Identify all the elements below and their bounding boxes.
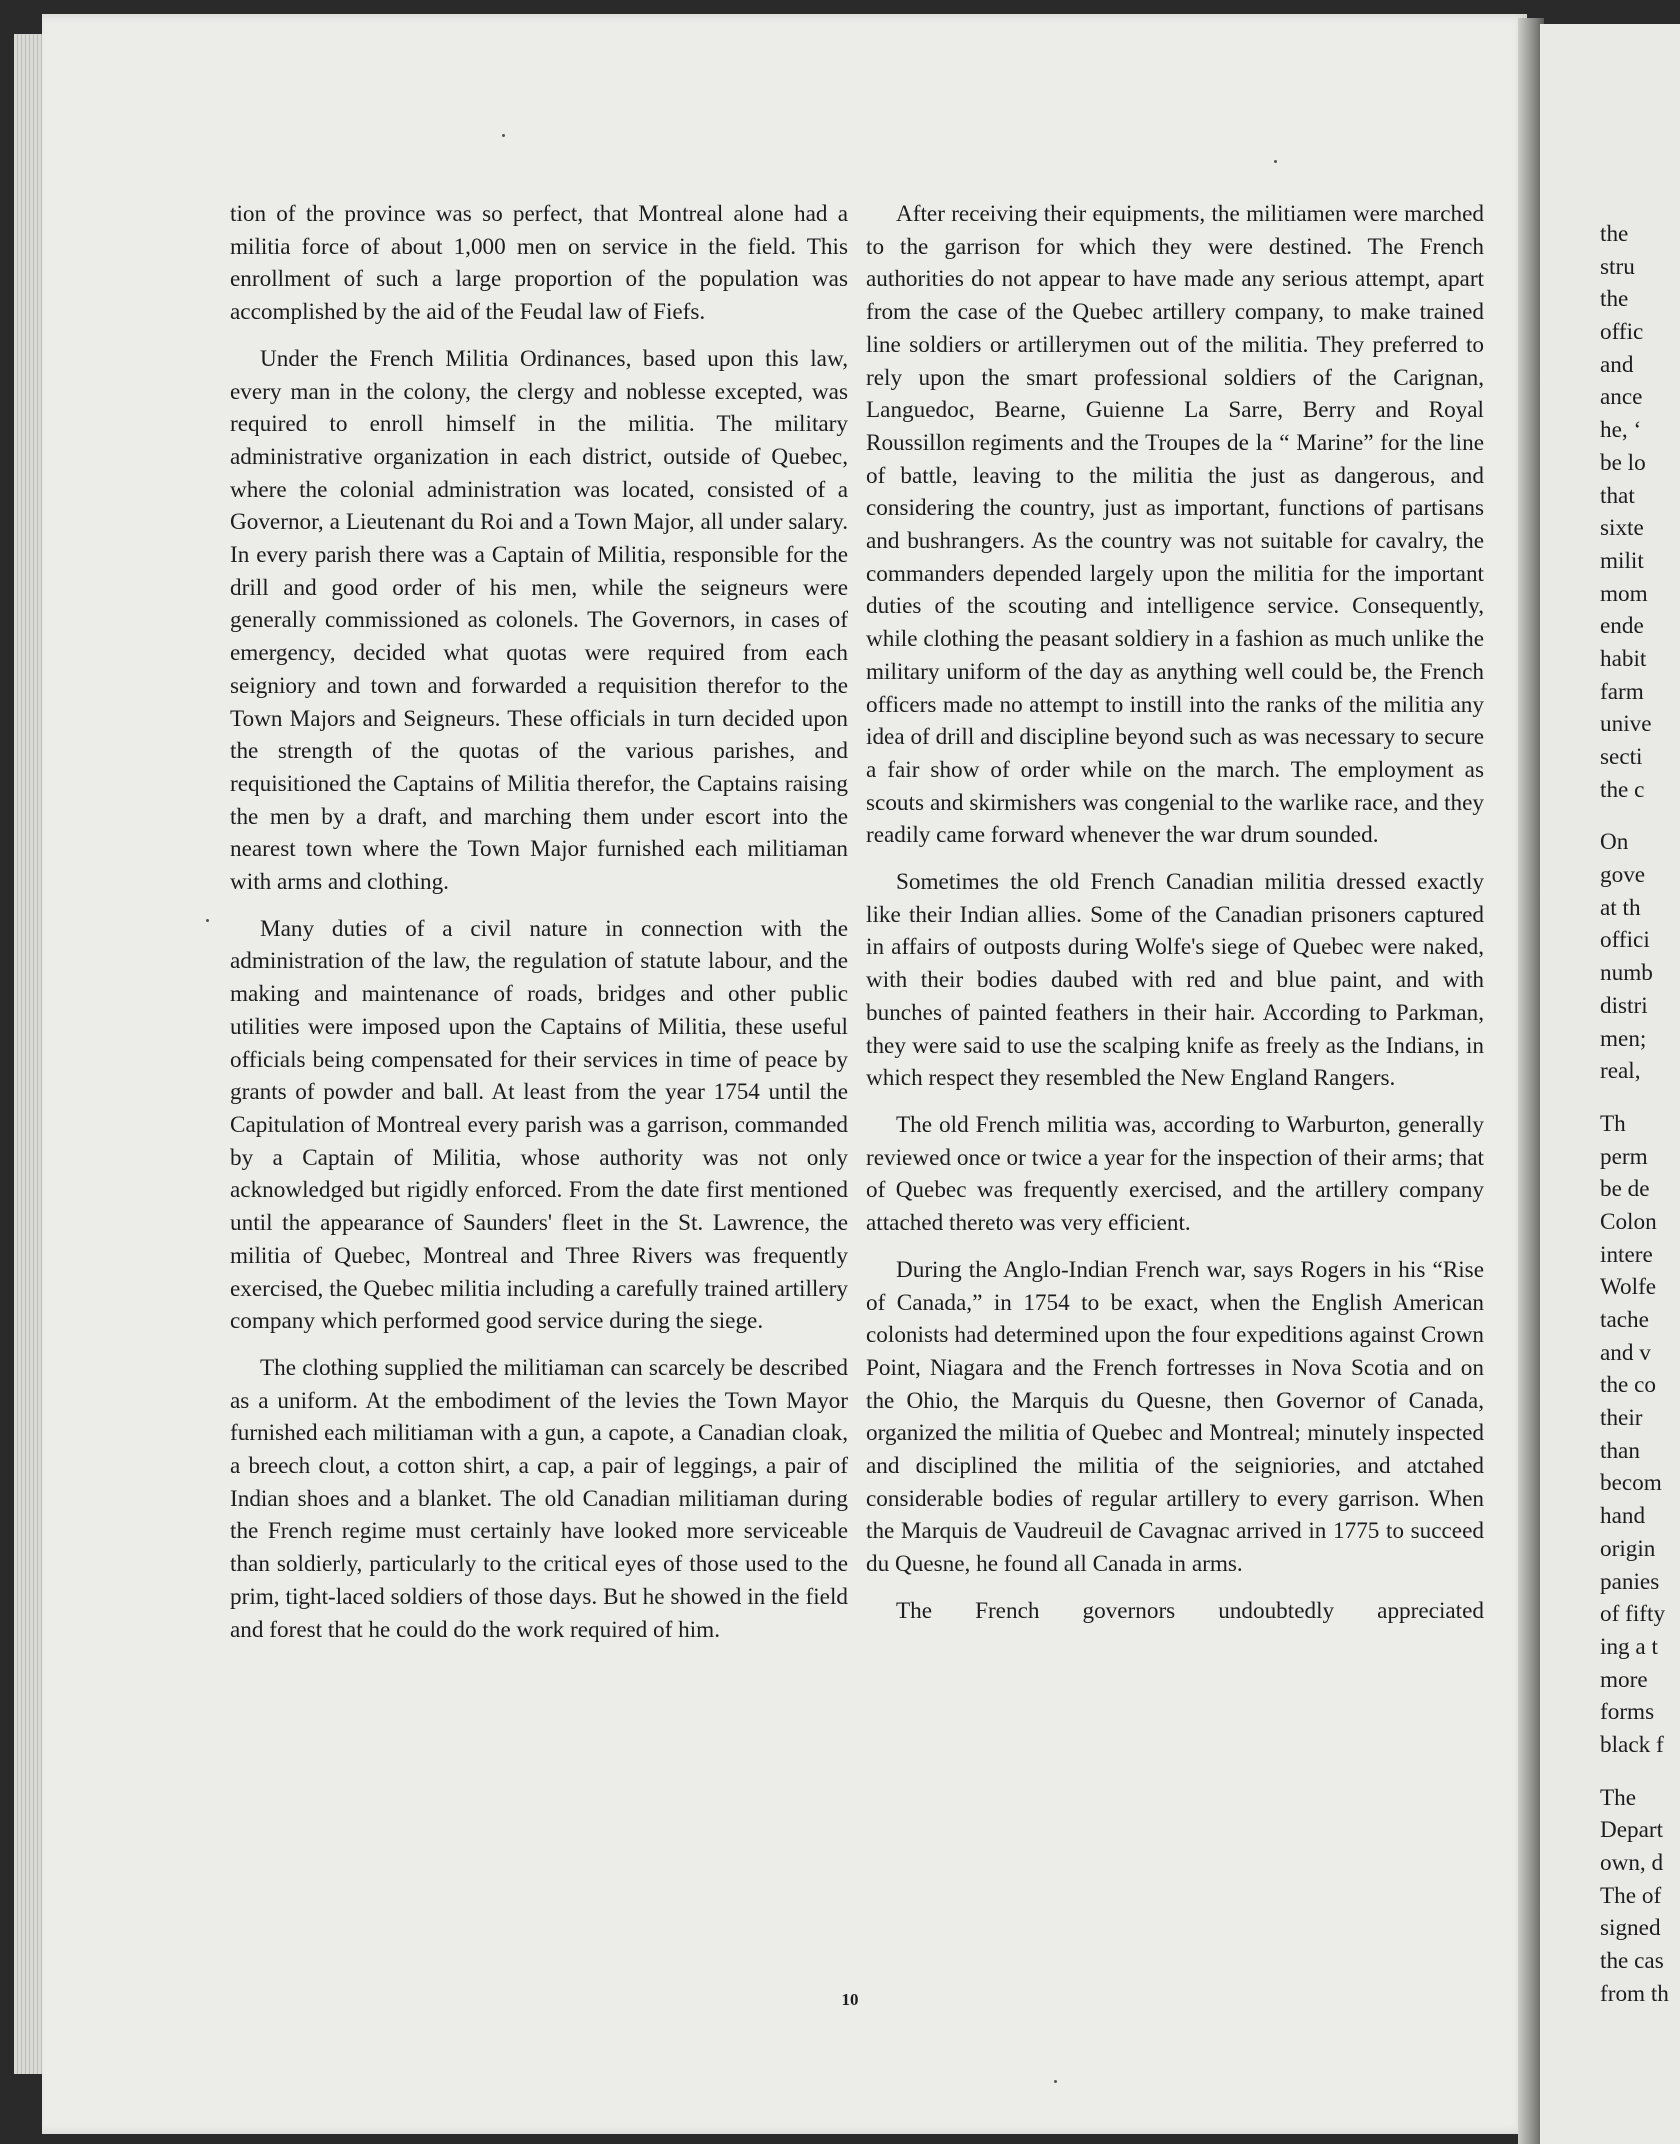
paragraph-gap <box>1600 1762 1680 1782</box>
paper-speck <box>1274 160 1277 163</box>
next-page-line-fragment: sixte <box>1600 515 1644 542</box>
next-page-line-fragment: the <box>1600 286 1629 313</box>
right-column <box>866 198 1484 1642</box>
next-page-line-fragment: than <box>1600 1437 1640 1464</box>
next-page-line-fragment: that <box>1600 482 1635 509</box>
next-page-line-fragment: stru <box>1600 253 1635 280</box>
next-page-line-fragment: the <box>1600 221 1629 247</box>
next-page-line-fragment: offici <box>1600 927 1650 954</box>
next-page-line-fragment: intere <box>1600 1241 1653 1268</box>
next-page-line-fragment: of fifty <box>1600 1601 1666 1628</box>
next-page-line-fragment: perm <box>1600 1143 1648 1170</box>
next-page-line-fragment: Colon <box>1600 1208 1657 1235</box>
next-page-line-fragment: offic <box>1600 319 1644 346</box>
next-page-line-fragment: the co <box>1600 1372 1657 1399</box>
paragraph-gap <box>1600 1088 1680 1108</box>
paragraph: After receiving their equipments, the militiamen were marched to the garrison for which they were destined. The French authorities do not appear to have made any serious attempt, apart from the case of the Quebec artillery company, to make trained line soldiers or artillerymen out of the militia. They preferred to rely upon the smart professional soldiers of the Carignan, Languedoc, Bearne, Guienne La Sarre, Berry and Royal Roussillon regiments and the Troupes de la “ Marine” for the line of battle, leaving to the militia the just as dangerous, and considering the country, just as important, functions of partisans and bushrangers. As the country was not suitable for cavalry, the commanders depended largely upon the militia for the important duties of the scouting and intelligence service. Consequently, while clothing the peasant soldiery in a fashion as much unlike the military uniform of the day as anything well could be, the French officers made no attempt to instill into the ranks of the militia any idea of drill and discipline beyond such as was necessary to secure a fair show of order while on the march. The employment as scouts and skirmishers was congenial to the warlike race, and they readily came forward whenever the war drum sounded. <box>866 201 1484 849</box>
next-page-line-fragment: habit <box>1600 645 1647 672</box>
paper-speck <box>206 919 209 922</box>
paper-speck <box>1054 2080 1057 2083</box>
next-page-line-fragment: numb <box>1600 960 1653 987</box>
paragraph: Sometimes the old French Canadian militia dressed exactly like their Indian allies. Some of the Canadian prisoners captured in affairs of outposts during Wolfe's siege of Quebec were naked, with their bodies daubed with red and blue paint, and with bunches of painted feathers in their hair. According to Parkman, they were said to use the scalping knife as freely as the Indians, in which respect they resembled the New England Rangers. <box>866 869 1484 1092</box>
next-page-line-fragment: Wolfe <box>1600 1274 1657 1301</box>
paragraph: The old French militia was, according to Warburton, generally reviewed once or twice a year for the inspection of their arms; that of Quebec was frequently exercised, and the artillery company attached thereto was very efficient. <box>866 1111 1484 1237</box>
next-page-line-fragment: gove <box>1600 862 1646 889</box>
next-page-line-fragment: The <box>1600 1784 1637 1811</box>
next-page-line-fragment: panies <box>1600 1568 1660 1595</box>
next-page-line-fragment: black f <box>1600 1731 1664 1758</box>
next-page-line-fragment: The of <box>1600 1882 1662 1909</box>
left-column <box>230 198 848 1660</box>
next-page-line-fragment: tache <box>1600 1307 1649 1333</box>
next-page-line-fragment: be lo <box>1600 449 1646 476</box>
next-page-line-fragment: mom <box>1600 580 1648 607</box>
next-page-line-fragment: and <box>1600 351 1634 378</box>
next-page-text-fragments <box>1600 218 1680 2010</box>
next-page-line-fragment: the c <box>1600 776 1645 803</box>
paragraph: During the Anglo-Indian French war, says Rogers in his “Rise of Canada,” in 1754 to be exact, when the English American colonists had determined upon the four expeditions against Crown Point, Niagara and the French fortresses in Nova Scotia and on the Ohio, the Marquis du Quesne, then Governor of Canada, organized the militia of Quebec and Montreal; minutely inspected and disciplined the militia of the seigniories, and atctahed considerable bodies of regular artillery to every garrison. When the Marquis de Vaudreuil de Cavagnac arrived in 1775 to succeed du Quesne, he found all Canada in arms. <box>866 1256 1484 1578</box>
next-page-line-fragment: own, d <box>1600 1850 1664 1876</box>
next-page-line-fragment: men; <box>1600 1025 1647 1052</box>
next-page-line-fragment: he, ‘ <box>1600 417 1642 444</box>
next-page-line-fragment: ance <box>1600 384 1643 411</box>
next-page-line-fragment: On <box>1600 829 1629 856</box>
next-page-line-fragment: milit <box>1600 547 1644 574</box>
next-page-line-fragment: secti <box>1600 744 1643 770</box>
next-page-line-fragment: more <box>1600 1666 1648 1693</box>
page-number: 10 <box>841 1990 859 2009</box>
next-page-line-fragment: distri <box>1600 992 1648 1019</box>
next-page-line-fragment: forms <box>1600 1699 1655 1726</box>
next-page-line-fragment: Th <box>1600 1110 1626 1137</box>
next-page-line-fragment: be de <box>1600 1176 1650 1203</box>
next-page-line-fragment: signed <box>1600 1915 1661 1942</box>
paragraph: Many duties of a civil nature in connection with the administration of the law, the regulation of statute labour, and the making and maintenance of roads, bridges and other public utilities were imposed upon the Captains of Militia, these useful officials being compensated for their services in time of peace by grants of powder and ball. At least from the year 1754 until the Capitulation of Montreal every parish was a garrison, commanded by a Captain of Militia, whose authority was not only acknowledged but rigidly enforced. From the date first mentioned until the appearance of Saunders' fleet in the St. Lawrence, the militia of Quebec, Montreal and Three Rivers was frequently exercised, the Quebec militia including a carefully trained artillery company which performed good service during the siege. <box>230 915 848 1335</box>
next-page-line-fragment: hand <box>1600 1503 1646 1530</box>
paragraph: The French governors undoubtedly appreciated <box>896 1597 1484 1624</box>
paragraph: tion of the province was so perfect, that Montreal alone had a militia force of about 1,000 men on service in the field. This enrollment of such a large proportion of the population was accomplished by the aid of the Feudal law of Fiefs. <box>230 201 848 326</box>
next-page-line-fragment: their <box>1600 1405 1643 1432</box>
next-page-line-fragment: unive <box>1600 711 1652 738</box>
next-page-line-fragment: ende <box>1600 613 1644 640</box>
next-page-line-fragment: the cas <box>1600 1948 1664 1975</box>
next-page-line-fragment: real, <box>1600 1058 1641 1085</box>
paper-speck <box>502 134 505 137</box>
paragraph: The clothing supplied the militiaman can scarcely be described as a uniform. At the embodiment of the levies the Town Mayor furnished each militiaman with a gun, a capote, a Canadian cloak, a breech clout, a cotton shirt, a cap, a pair of leggings, a pair of Indian shoes and a blanket. The old Canadian militiaman during the French regime must certainly have looked more serviceable than soldierly, particularly to the critical eyes of those used to the prim, tight-laced soldiers of those days. But he showed in the field and forest that he could do the work required of him. <box>230 1354 848 1643</box>
next-page-line-fragment: ing a t <box>1600 1633 1658 1660</box>
next-page-line-fragment: and v <box>1600 1339 1651 1366</box>
next-page-line-fragment: Depart <box>1600 1817 1664 1844</box>
next-page-line-fragment: at th <box>1600 894 1641 921</box>
next-page-line-fragment: origin <box>1600 1535 1656 1562</box>
paragraph-gap <box>1600 806 1680 826</box>
next-page-line-fragment: becom <box>1600 1470 1662 1497</box>
next-page-line-fragment: farm <box>1600 678 1644 705</box>
paragraph: Under the French Militia Ordinances, based upon this law, every man in the colony, the clergy and noblesse excepted, was required to enroll himself in the militia. The military administrative organization in each district, outside of Quebec, where the colonial administration was located, consisted of a Governor, a Lieutenant du Roi and a Town Major, all under salary. In every parish there was a Captain of Militia, responsible for the drill and good order of his men, while the seigneurs were generally commissioned as colonels. The Governors, in cases of emergency, decided what quotas were required from each seigniory and town and forwarded a requisition therefor to the Town Majors and Seigneurs. These officials in turn decided upon the strength of the quotas of the various parishes, and requisitioned the Captains of Militia therefor, the Captains raising the men by a draft, and marching them under escort into the nearest town where the Town Major furnished each militiaman with arms and clothing. <box>230 345 848 896</box>
next-page-line-fragment: from th <box>1600 1980 1669 2007</box>
